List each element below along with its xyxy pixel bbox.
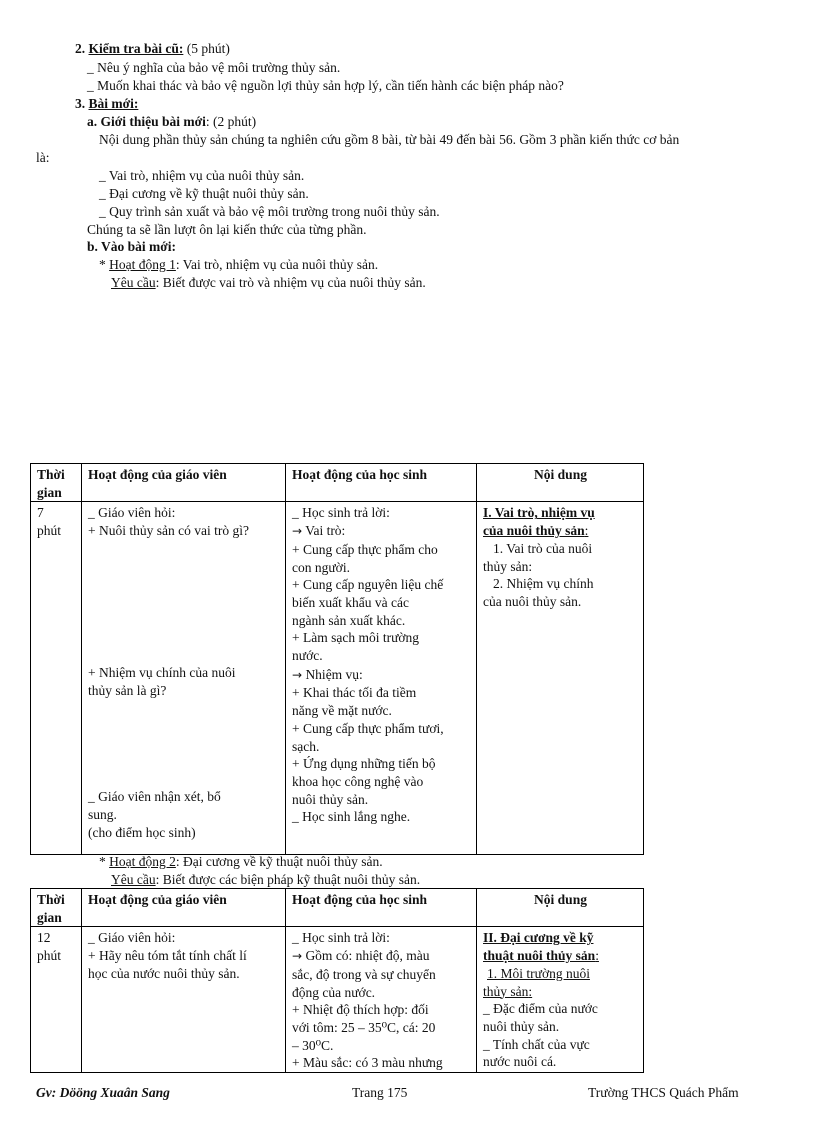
content-title-line-1: II. Đại cương về kỹ xyxy=(483,930,594,946)
student-line: + Nhiệt độ thích hợp: đối xyxy=(292,1002,429,1018)
student-line: nước. xyxy=(292,648,323,664)
section2-number: 2. xyxy=(75,41,86,56)
subsection-a-duration: : (2 phút) xyxy=(205,114,257,129)
header-student: Hoạt động của học sinh xyxy=(286,464,477,502)
content-title-line-2 xyxy=(483,947,638,965)
student-line: + Cung cấp thực phẩm tươi, xyxy=(292,720,444,736)
content-subheading: 1. Môi trường nuôi xyxy=(487,965,590,981)
activity-2-table xyxy=(30,888,644,1073)
arrow-icon: → xyxy=(292,524,303,539)
subsection-b-title: b. Vào bài mới: xyxy=(87,239,176,254)
content-subheading-text: thủy sản xyxy=(483,983,529,999)
teacher-line: (cho điểm học sinh) xyxy=(88,824,196,840)
student-line: nuôi thủy sản. xyxy=(292,791,369,807)
intro-paragraph-line-1: Nội dung phần thủy sản chúng ta nghiên cứu gồm 8 bài, từ bài 49 đến bài 56. Gồm 3 phần kiến thức cơ bản xyxy=(99,132,680,147)
student-line: + Khai thác tối đa tiềm xyxy=(292,685,417,701)
part-item-3: _ Quy trình sản xuất và bảo vệ môi trường trong nuôi thủy sản. xyxy=(99,204,440,219)
section3-title: Bài mới: xyxy=(88,96,139,111)
student-task-label: Nhiệm vụ: xyxy=(302,666,363,682)
review-sentence: Chúng ta sẽ lần lượt ôn lại kiến thức của từng phần. xyxy=(87,222,367,237)
table-row xyxy=(31,502,644,855)
activity-2-label: Hoạt động 2 xyxy=(109,854,176,869)
header-content: Nội dung xyxy=(477,464,644,502)
footer-author: Gv: Dööng Xuaân Sang xyxy=(36,1085,170,1100)
teacher-line: + Hãy nêu tóm tắt tính chất lí xyxy=(88,948,247,964)
teacher-line: _ Giáo viên nhận xét, bổ xyxy=(88,789,221,805)
section3-number: 3. xyxy=(75,96,86,111)
activity-2-line xyxy=(99,853,383,871)
table-2-content-cell xyxy=(477,927,644,1073)
subsection-a-title: a. Giới thiệu bài mới xyxy=(87,114,206,129)
activity-2-req-label: Yêu cầu xyxy=(111,872,156,887)
activity-1-line xyxy=(99,256,378,274)
header-time-line-1: Thời xyxy=(37,892,65,907)
student-line: + Làm sạch môi trường xyxy=(292,630,420,646)
activity-2-req-text: : Biết được các biện pháp kỹ thuật nuôi thủy sản. xyxy=(155,872,421,887)
student-answer-text: Gồm có: nhiệt độ, màu xyxy=(302,948,430,964)
table-1-header-row xyxy=(31,464,644,502)
activity-2-requirement xyxy=(111,871,420,889)
activity-1-req-label: Yêu cầu xyxy=(111,275,156,290)
time-value: 7 xyxy=(37,505,44,521)
section2-question-2: _ Muốn khai thác và bảo vệ nguồn lợi thủy sản hợp lý, cần tiến hành các biện pháp nào? xyxy=(87,78,564,93)
student-line: + Cung cấp thực phẩm cho xyxy=(292,541,438,557)
content-title-text: của nuôi thủy sản xyxy=(483,523,585,539)
arrow-icon: → xyxy=(292,949,303,964)
student-line: + Màu sắc: có 3 màu nhưng xyxy=(292,1055,443,1071)
activity-1-table xyxy=(30,463,644,855)
table-2-time-cell xyxy=(31,927,82,1073)
student-task-line xyxy=(292,666,471,685)
teacher-line: học của nước nuôi thủy sản. xyxy=(88,965,240,981)
activity-1-requirement xyxy=(111,274,426,292)
content-item: thủy sản: xyxy=(483,558,533,574)
student-line: ngành sản xuất khác. xyxy=(292,612,406,628)
table-2-student-cell xyxy=(286,927,477,1073)
student-line: + Cung cấp nguyên liệu chế xyxy=(292,577,444,593)
content-item: của nuôi thủy sản. xyxy=(483,593,582,609)
table-1-time-cell xyxy=(31,502,82,855)
content-item: nuôi thủy sản. xyxy=(483,1018,560,1034)
student-answer-line xyxy=(292,947,471,966)
student-line: _ Học sinh trả lời: xyxy=(292,505,390,521)
content-title-line-1: I. Vai trò, nhiệm vụ xyxy=(483,505,595,521)
section2-title: Kiểm tra bài cũ: xyxy=(88,41,184,56)
content-subheading-2 xyxy=(483,983,638,1001)
content-item: nước nuôi cá. xyxy=(483,1054,557,1070)
student-line: động của nước. xyxy=(292,984,376,1000)
header-time-line-1: Thời xyxy=(37,467,65,482)
section2-heading xyxy=(75,40,230,58)
header-time xyxy=(31,464,82,502)
header-time xyxy=(31,889,82,927)
section3-heading xyxy=(75,95,138,113)
header-teacher: Hoạt động của giáo viên xyxy=(82,889,286,927)
part-item-1: _ Vai trò, nhiệm vụ của nuôi thủy sản. xyxy=(99,168,305,183)
student-line: + Ứng dụng những tiến bộ xyxy=(292,756,436,772)
student-line: con người. xyxy=(292,559,350,575)
time-value: 12 xyxy=(37,930,51,946)
activity-1-text: : Vai trò, nhiệm vụ của nuôi thủy sản. xyxy=(175,257,379,272)
activity-1-req-text: : Biết được vai trò và nhiệm vụ của nuôi thủy sản. xyxy=(155,275,426,290)
activity-2-bullet: * xyxy=(99,854,106,869)
student-line: năng về mặt nước. xyxy=(292,703,392,719)
teacher-line: + Nuôi thủy sản có vai trò gì? xyxy=(88,523,249,539)
section2-duration: (5 phút) xyxy=(183,41,230,56)
student-line: _ Học sinh lắng nghe. xyxy=(292,809,411,825)
footer-page-number: Trang 175 xyxy=(352,1085,408,1100)
content-subheading-colon: : xyxy=(528,983,533,999)
teacher-line: thủy sản là gì? xyxy=(88,682,167,698)
header-student: Hoạt động của học sinh xyxy=(286,889,477,927)
part-item-2: _ Đại cương về kỹ thuật nuôi thủy sản. xyxy=(99,186,309,201)
teacher-line: _ Giáo viên hỏi: xyxy=(88,930,176,946)
header-teacher: Hoạt động của giáo viên xyxy=(82,464,286,502)
activity-2-text: : Đại cương về kỹ thuật nuôi thủy sản. xyxy=(175,854,383,869)
student-line: với tôm: 25 – 35⁰C, cá: 20 xyxy=(292,1019,436,1035)
student-line: biến xuất khẩu và các xyxy=(292,594,409,610)
activity-1-bullet: * xyxy=(99,257,106,272)
footer-school: Trường THCS Quách Phẩm xyxy=(588,1085,739,1100)
time-unit: phút xyxy=(37,523,62,539)
subsection-a-heading xyxy=(87,113,256,131)
content-item: 1. Vai trò của nuôi xyxy=(493,540,593,556)
student-line: – 30⁰C. xyxy=(292,1037,334,1053)
teacher-line: + Nhiệm vụ chính của nuôi xyxy=(88,664,236,680)
header-time-line-2: gian xyxy=(37,909,62,925)
table-1-teacher-cell xyxy=(82,502,286,855)
table-row xyxy=(31,927,644,1073)
content-title-text: thuật nuôi thủy sản xyxy=(483,948,596,964)
table-1-content-cell xyxy=(477,502,644,855)
content-item: _ Tính chất của vực xyxy=(483,1036,590,1052)
teacher-line: _ Giáo viên hỏi: xyxy=(88,505,176,521)
header-time-line-2: gian xyxy=(37,484,62,500)
student-line: sạch. xyxy=(292,738,320,754)
arrow-icon: → xyxy=(292,667,303,682)
header-content: Nội dung xyxy=(477,889,644,927)
student-role-line xyxy=(292,522,471,541)
student-line: _ Học sinh trả lời: xyxy=(292,930,390,946)
content-title-line-2 xyxy=(483,522,638,540)
content-title-colon: : xyxy=(584,523,589,539)
content-title-colon: : xyxy=(595,948,599,964)
table-2-teacher-cell xyxy=(82,927,286,1073)
activity-1-label: Hoạt động 1 xyxy=(109,257,176,272)
student-role-label: Vai trò: xyxy=(302,523,346,539)
table-2-header-row xyxy=(31,889,644,927)
student-line: sắc, độ trong và sự chuyển xyxy=(292,966,436,982)
content-item: 2. Nhiệm vụ chính xyxy=(493,576,594,592)
intro-paragraph-line-2: là: xyxy=(36,150,50,165)
table-1-student-cell xyxy=(286,502,477,855)
teacher-line: sung. xyxy=(88,806,117,822)
content-item: _ Đặc điểm của nước xyxy=(483,1001,598,1017)
section2-question-1: _ Nêu ý nghĩa của bảo vệ môi trường thủy sản. xyxy=(87,60,341,75)
student-line: khoa học công nghệ vào xyxy=(292,773,424,789)
time-unit: phút xyxy=(37,948,62,964)
